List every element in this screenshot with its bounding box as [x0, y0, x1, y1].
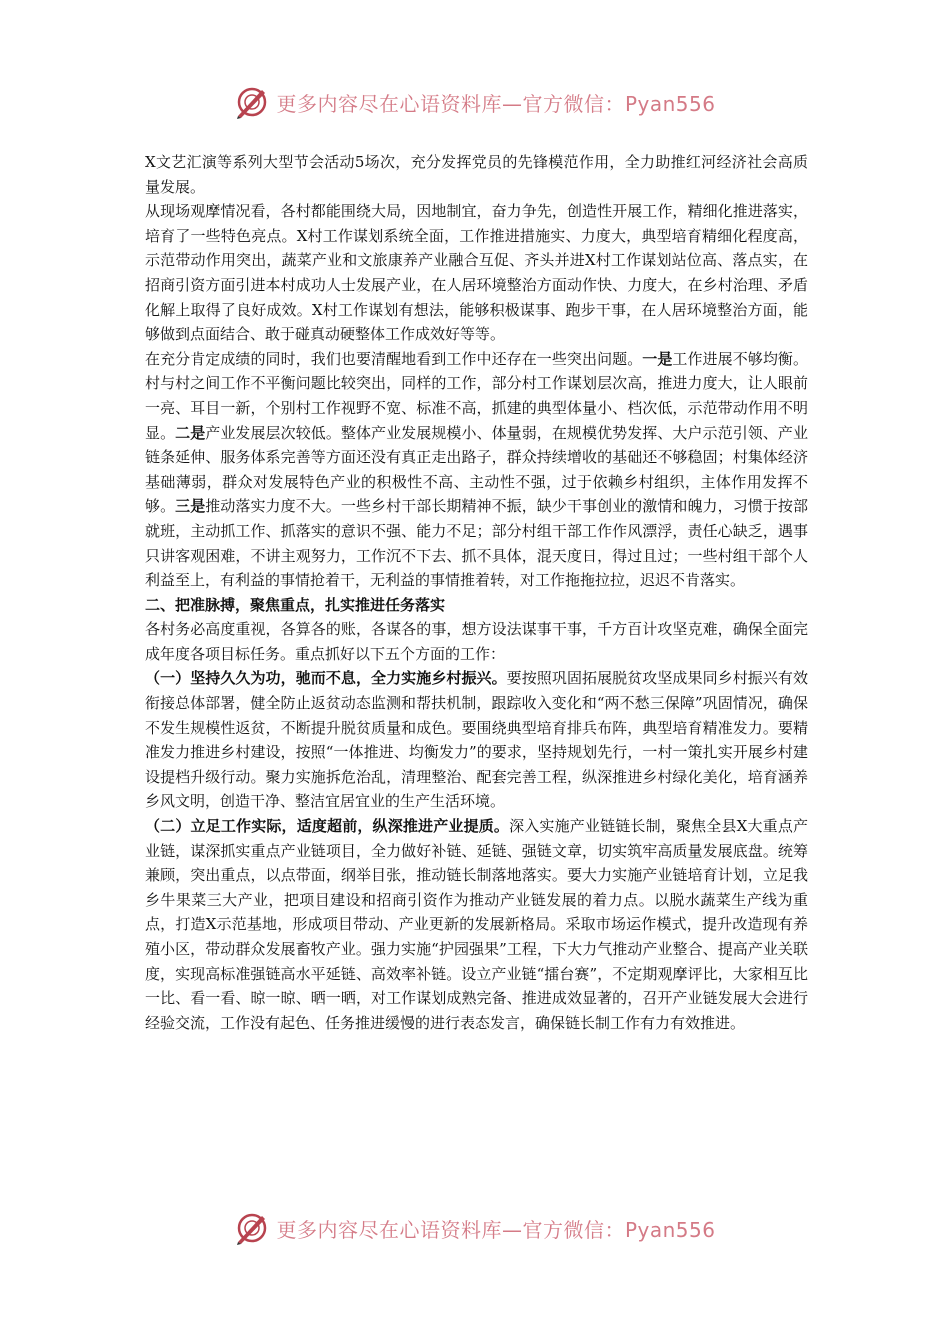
- point-one-label: 一是: [642, 349, 673, 368]
- point-two-text: 产业发展层次较低。整体产业发展规模小、体量弱，在规模优势发挥、大户示范引领、产业链条延伸、服务体系完善等方面还没有真正走出路子，群众持续增收的基础还不够稳固；村集体经济基础薄弱，群众对发展特色产业的积极性不高、主动性不强，过于依赖乡村组织，主体作用发挥不够。: [145, 423, 808, 516]
- header-watermark-banner: [0, 82, 950, 122]
- footer-watermark-banner: [0, 1208, 950, 1248]
- subsection-2-text: 深入实施产业链链长制，聚焦全县X大重点产业链，谋深抓实重点产业链项目，全力做好补链、延链、强链文章，切实筑牢高质量发展底盘。统筹兼顾，突出重点，以点带面，纲举目张，推动链长制落地落实。要大力实施产业链培育计划，立足我乡牛果菜三大产业，把项目建设和招商引资作为推动产业链发展的着力点。以脱水蔬菜生产线为重点，打造X示范基地，形成项目带动、产业更新的发展新格局。采取市场运作模式，提升改造现有养殖小区，带动群众发展畜牧产业。强力实施“护园强果”工程，下大力气推动产业整合、提高产业关联度，实现高标准强链高水平延链、高效率补链。设立产业链“擂台赛”，不定期观摩评比，大家相互比一比、看一看、晾一晾、晒一晒，对工作谋划成熟完备、推进成效显著的，召开产业链发展大会进行经验交流，工作没有起色、任务推进缓慢的进行表态发言，确保链长制工作有力有效推进。: [145, 817, 808, 1032]
- pen-circle-logo-icon: [234, 84, 270, 120]
- subsection-1-title: （一）坚持久久为功，驰而不息，全力实施乡村振兴。: [145, 669, 507, 688]
- point-three-label: 三是: [175, 497, 206, 516]
- point-one-text: 工作进展不够均衡。村与村之间工作不平衡问题比较突出，同样的工作，部分村工作谋划层次高，推进力度大，让人眼前一亮、耳目一新，个别村工作视野不宽、标准不高，抓建的典型体量小、档次低，示范带动作用不明显。: [145, 349, 808, 442]
- header-watermark-text: 更多内容尽在心语资料库—官方微信：Pyan556: [276, 91, 716, 116]
- paragraph-3-intro: 在充分肯定成绩的同时，我们也要清醒地看到工作中还存在一些突出问题。: [145, 349, 643, 368]
- footer-watermark-text: 更多内容尽在心语资料库—官方微信：Pyan556: [276, 1217, 716, 1242]
- paragraph-1: X文艺汇演等系列大型节会活动5场次，充分发挥党员的先锋模范作用，全力助推红河经济社会高质量发展。: [145, 153, 808, 196]
- paragraph-4: 各村务必高度重视，各算各的账，各谋各的事，想方设法谋事干事，千方百计攻坚克难，确保全面完成年度各项目标任务。重点抓好以下五个方面的工作：: [145, 620, 808, 663]
- paragraph-2: 从现场观摩情况看，各村都能围绕大局，因地制宜，奋力争先，创造性开展工作，精细化推进落实，培育了一些特色亮点。X村工作谋划系统全面，工作推进措施实、力度大，典型培育精细化程度高，示范带动作用突出，蔬菜产业和文旅康养产业融合互促、齐头并进X村工作谋划站位高、落点实，在招商引资方面引进本村成功人士发展产业，在人居环境整治方面动作快、力度大，在乡村治理、矛盾化解上取得了良好成效。X村工作谋划有想法，能够积极谋事、跑步干事，在人居环境整治方面，能够做到点面结合、敢于碰真动硬整体工作成效好等等。: [145, 202, 808, 344]
- subsection-2-title: （二）立足工作实际，适度超前，纵深推进产业提质。: [145, 817, 510, 836]
- paragraph-6: [145, 814, 808, 1035]
- pen-circle-logo-icon: [234, 1210, 270, 1246]
- point-two-label: 二是: [175, 423, 206, 442]
- paragraph-3: [145, 347, 808, 593]
- paragraph-5: [145, 666, 808, 814]
- section-heading-2: 二、把准脉搏，聚焦重点，扎实推进任务落实: [145, 595, 446, 614]
- document-body: [145, 150, 808, 1035]
- point-three-text: 推动落实力度不大。一些乡村干部长期精神不振，缺少干事创业的激情和魄力，习惯于按部就班，主动抓工作、抓落实的意识不强、能力不足；部分村组干部工作作风漂浮，责任心缺乏，遇事只讲客观困难，不讲主观努力，工作沉不下去、抓不具体，混天度日，得过且过；一些村组干部个人利益至上，有利益的事情抢着干，无利益的事情推着转，对工作拖拖拉拉，迟迟不肯落实。: [145, 497, 808, 590]
- subsection-1-text: 要按照巩固拓展脱贫攻坚成果同乡村振兴有效衔接总体部署，健全防止返贫动态监测和帮扶机制，跟踪收入变化和“两不愁三保障”巩固情况，确保不发生规模性返贫，不断提升脱贫质量和成色。要围绕典型培育排兵布阵，典型培育精准发力。要精准发力推进乡村建设，按照“一体推进、均衡发力”的要求，坚持规划先行，一村一策扎实开展乡村建设提档升级行动。聚力实施拆危治乱，清理整治、配套完善工程，纵深推进乡村绿化美化，培育涵养乡风文明，创造干净、整洁宜居宜业的生产生活环境。: [145, 669, 808, 811]
